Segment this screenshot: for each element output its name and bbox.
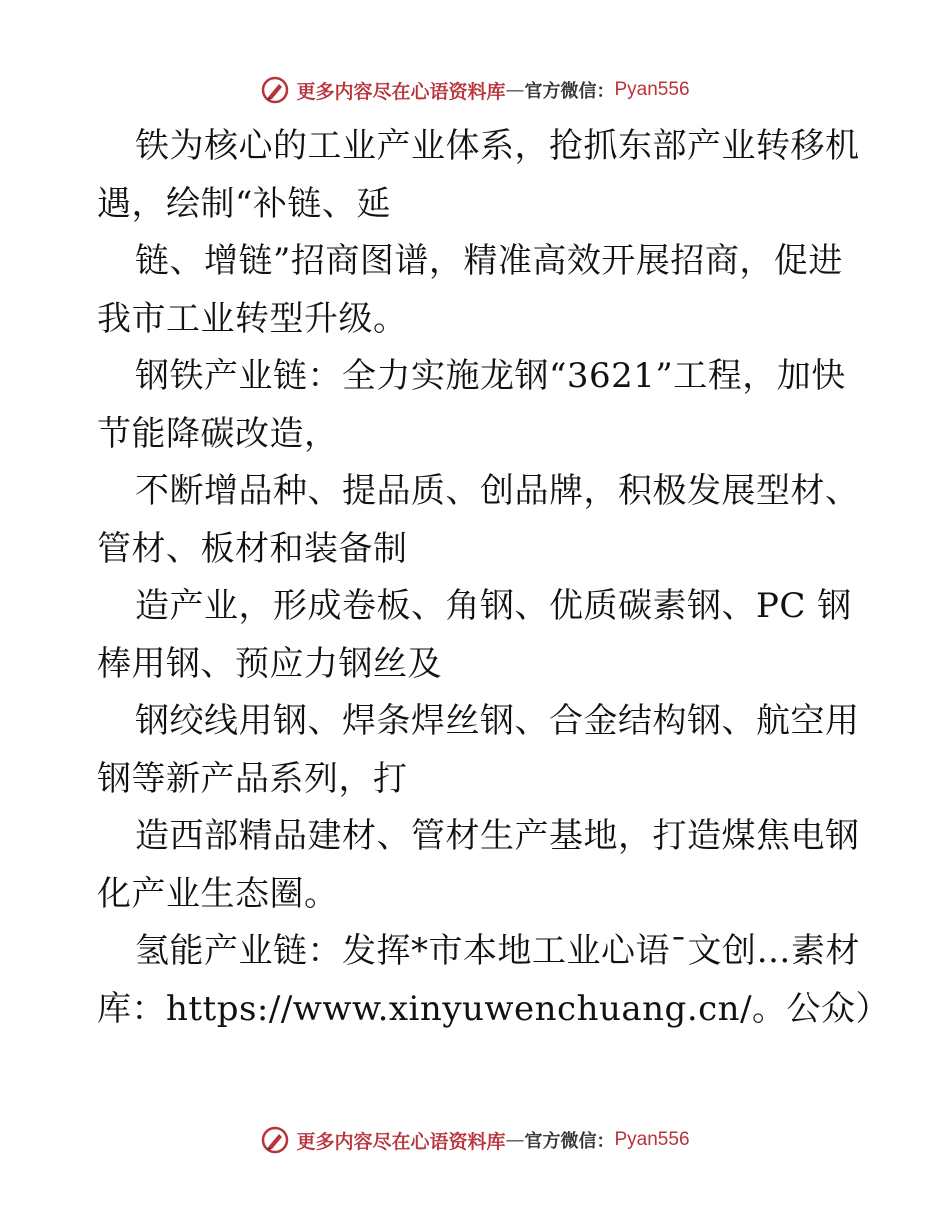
text-line: 库：https://www.xinyuwenchuang.cn/。公众） <box>97 988 891 1029</box>
text-line: 我市工业转型升级。 <box>97 298 408 339</box>
banner-dash: — <box>505 79 525 101</box>
text-line: 钢等新产品系列，打 <box>97 758 408 799</box>
text-line: 钢铁产业链：全力实施龙钢“3621”工程，加快 <box>135 356 846 396</box>
pen-logo-icon <box>260 1125 290 1155</box>
header-banner <box>0 70 950 110</box>
banner-text: 更多内容尽在心语资料库 <box>296 1130 506 1153</box>
text-line: 造产业，形成卷板、角钢、优质碳素钢、PC 钢 <box>135 586 852 626</box>
wechat-id: Pyan556 <box>614 1129 690 1150</box>
text-line: 铁为核心的工业产业体系，抢抓东部产业转移机 <box>135 126 860 166</box>
wechat-id: Pyan556 <box>614 79 690 100</box>
text-line: 遇，绘制“补链、延 <box>97 183 391 224</box>
text-line: 化产业生态圈。 <box>97 873 339 914</box>
banner-dash: — <box>505 1129 525 1151</box>
wechat-label: 官方微信： <box>524 81 615 102</box>
pen-logo-icon <box>260 75 290 105</box>
text-line: 不断增品种、提品质、创品牌，积极发展型材、 <box>135 471 860 511</box>
text-line: 管材、板材和装备制 <box>97 528 408 569</box>
footer-banner <box>0 1120 950 1160</box>
text-line: 节能降碳改造， <box>97 413 339 454</box>
document-body <box>97 118 891 1038</box>
text-line: 链、增链”招商图谱，精准高效开展招商，促进 <box>135 241 843 281</box>
banner-text: 更多内容尽在心语资料库 <box>296 80 506 103</box>
text-line: 钢绞线用钢、焊条焊丝钢、合金结构钢、航空用 <box>135 701 860 741</box>
text-line: 造西部精品建材、管材生产基地，打造煤焦电钢 <box>135 816 860 856</box>
text-line: 棒用钢、预应力钢丝及 <box>97 643 442 684</box>
wechat-label: 官方微信： <box>524 1131 615 1152</box>
text-line: 氢能产业链：发挥*市本地工业心语¯文创…素材 <box>135 931 860 971</box>
